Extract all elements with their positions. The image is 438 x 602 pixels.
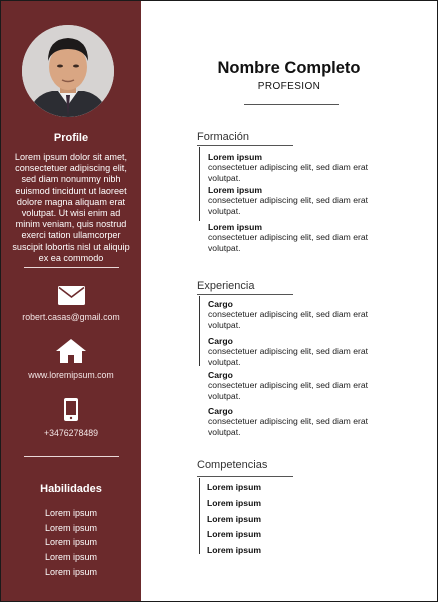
entry-title: Cargo	[208, 406, 233, 416]
profile-heading: Profile	[53, 132, 89, 144]
experience-entry	[208, 406, 378, 437]
experience-entry	[208, 299, 378, 330]
skill-item: Lorem ipsum	[44, 508, 98, 518]
competencies-heading: Competencias	[197, 459, 268, 471]
main-content	[141, 1, 437, 601]
profile-summary: Lorem ipsum dolor sit amet, consectetuer adipiscing elit, sed diam nonummy nibh euismod tincidunt ut laoreet dolore magna aliquam erat volutpat. Ut wisi enim ad minim veniam, quis nostrud exerci tation ullamcorper suscipit lobortis nisl ut aliquip ex ea commodo	[12, 152, 130, 263]
education-rule	[197, 145, 293, 146]
education-heading: Formación	[197, 131, 249, 143]
skill-item: Lorem ipsum	[44, 537, 98, 548]
education-entry	[208, 152, 378, 183]
entry-description: consectetuer adipiscing elit, sed diam erat volutpat.	[208, 346, 369, 367]
contact-phone: +3476278489	[43, 428, 99, 438]
sidebar-divider	[24, 456, 119, 457]
header-divider	[244, 104, 339, 105]
competency-item: Lorem ipsum	[207, 482, 261, 492]
contact-website: www.loremipsum.com	[28, 370, 114, 380]
entry-title: Lorem ipsum	[208, 152, 262, 162]
skills-list	[1, 506, 141, 579]
skill-item: Lorem ipsum	[44, 552, 98, 563]
profile-photo	[22, 25, 114, 117]
competency-item: Lorem ipsum	[207, 514, 261, 524]
entry-description: consectetuer adipiscing elit, sed diam erat volutpat.	[208, 232, 369, 253]
competency-item: Lorem ipsum	[207, 529, 261, 539]
education-entry	[208, 185, 378, 216]
entry-title: Cargo	[208, 336, 233, 346]
competencies-timeline	[199, 478, 200, 554]
skill-item: Lorem ipsum	[44, 566, 98, 577]
competency-item: Lorem ipsum	[207, 498, 261, 508]
entry-description: consectetuer adipiscing elit, sed diam erat volutpat.	[208, 162, 369, 183]
education-timeline	[199, 147, 200, 221]
experience-entry	[208, 370, 378, 401]
full-name: Nombre Completo	[217, 59, 361, 77]
education-entry	[208, 222, 378, 253]
envelope-icon	[1, 286, 141, 305]
entry-description: consectetuer adipiscing elit, sed diam erat volutpat.	[208, 380, 369, 401]
entry-title: Lorem ipsum	[208, 222, 262, 232]
entry-description: consectetuer adipiscing elit, sed diam erat volutpat.	[208, 416, 369, 437]
experience-heading: Experiencia	[197, 280, 255, 292]
entry-title: Cargo	[208, 370, 233, 380]
profession-title: PROFESION	[257, 81, 321, 92]
skills-heading: Habilidades	[40, 483, 102, 495]
competency-item: Lorem ipsum	[207, 545, 261, 555]
entry-title: Cargo	[208, 299, 233, 309]
entry-description: consectetuer adipiscing elit, sed diam erat volutpat.	[208, 309, 369, 330]
entry-description: consectetuer adipiscing elit, sed diam erat volutpat.	[208, 195, 369, 216]
skill-item: Lorem ipsum	[44, 522, 98, 533]
experience-entry	[208, 336, 378, 367]
competencies-rule	[197, 476, 293, 477]
experience-rule	[197, 294, 293, 295]
entry-title: Lorem ipsum	[208, 185, 262, 195]
experience-timeline	[199, 296, 200, 366]
smartphone-icon	[1, 398, 141, 421]
sidebar	[1, 1, 141, 601]
house-icon	[1, 339, 141, 363]
sidebar-divider	[24, 267, 119, 268]
contact-email: robert.casas@gmail.com	[22, 312, 120, 322]
